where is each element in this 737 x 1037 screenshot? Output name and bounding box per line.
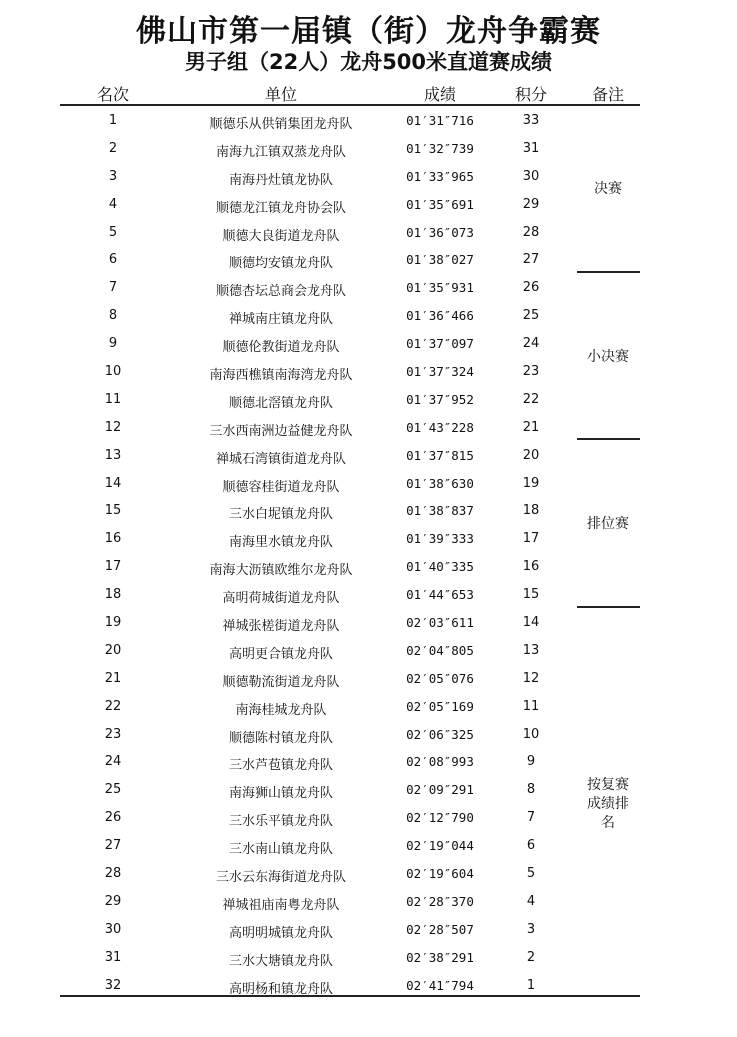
cell-unit: 南海九江镇双蒸龙舟队 bbox=[215, 144, 347, 160]
note-repechage bbox=[578, 776, 638, 833]
header-rank: 名次 bbox=[96, 85, 130, 104]
table-header bbox=[60, 78, 640, 106]
table-row bbox=[60, 163, 640, 191]
cell-time: 01′39″333 bbox=[406, 531, 474, 547]
cell-points: 22 bbox=[522, 391, 540, 407]
cell-points: 28 bbox=[522, 224, 540, 240]
cell-rank: 4 bbox=[108, 196, 118, 212]
cell-unit: 禅城祖庙南粤龙舟队 bbox=[222, 897, 340, 913]
cell-points: 30 bbox=[522, 168, 540, 184]
cell-unit: 顺德伦教街道龙舟队 bbox=[222, 340, 340, 356]
cell-time: 01′32″739 bbox=[406, 140, 474, 156]
cell-points: 4 bbox=[526, 893, 536, 909]
cell-time: 01′36″073 bbox=[406, 224, 474, 240]
cell-rank: 27 bbox=[104, 838, 122, 854]
table-row bbox=[60, 944, 640, 972]
cell-points: 26 bbox=[522, 280, 540, 296]
cell-rank: 14 bbox=[104, 475, 122, 491]
cell-unit: 顺德北滘镇龙舟队 bbox=[228, 395, 334, 411]
page-subtitle: 男子组（22人）龙舟500米直道赛成绩 bbox=[184, 50, 553, 74]
cell-rank: 6 bbox=[108, 252, 118, 268]
cell-points: 7 bbox=[526, 810, 536, 826]
cell-time: 02′05″169 bbox=[406, 698, 474, 714]
table-row bbox=[60, 776, 640, 804]
table-row bbox=[60, 581, 640, 609]
cell-unit: 高明明城镇龙舟队 bbox=[228, 925, 334, 941]
cell-unit: 南海西樵镇南海湾龙舟队 bbox=[209, 368, 353, 384]
cell-points: 14 bbox=[522, 615, 540, 631]
cell-time: 01′38″027 bbox=[406, 252, 474, 268]
table-row bbox=[60, 135, 640, 163]
cell-points: 31 bbox=[522, 140, 540, 156]
cell-unit: 南海里水镇龙舟队 bbox=[228, 535, 334, 551]
cell-time: 02′09″291 bbox=[406, 782, 474, 798]
note-final: 决赛 bbox=[594, 181, 622, 197]
cell-points: 11 bbox=[522, 698, 540, 714]
table-row bbox=[60, 107, 640, 135]
cell-points: 3 bbox=[526, 921, 536, 937]
note-repechage-line: 成绩排 bbox=[587, 796, 629, 812]
cell-rank: 5 bbox=[108, 224, 118, 240]
cell-rank: 23 bbox=[104, 726, 122, 742]
table-bottom-rule bbox=[60, 995, 640, 997]
note-repechage-line: 名 bbox=[601, 815, 615, 831]
cell-rank: 22 bbox=[104, 698, 122, 714]
cell-time: 01′37″952 bbox=[406, 391, 474, 407]
cell-rank: 11 bbox=[104, 391, 122, 407]
cell-time: 01′33″965 bbox=[406, 168, 474, 184]
cell-rank: 31 bbox=[104, 949, 122, 965]
cell-rank: 24 bbox=[104, 754, 122, 770]
cell-unit: 顺德龙江镇龙舟协会队 bbox=[215, 200, 347, 216]
cell-unit: 顺德大良街道龙舟队 bbox=[222, 228, 340, 244]
cell-points: 10 bbox=[522, 726, 540, 742]
cell-points: 17 bbox=[522, 531, 540, 547]
cell-time: 02′03″611 bbox=[406, 615, 474, 631]
cell-rank: 2 bbox=[108, 140, 118, 156]
cell-rank: 3 bbox=[108, 168, 118, 184]
cell-rank: 8 bbox=[108, 308, 118, 324]
table-row bbox=[60, 219, 640, 247]
table-row bbox=[60, 609, 640, 637]
cell-points: 25 bbox=[522, 308, 540, 324]
cell-points: 8 bbox=[526, 782, 536, 798]
cell-rank: 18 bbox=[104, 587, 122, 603]
cell-rank: 9 bbox=[108, 336, 118, 352]
cell-unit: 南海丹灶镇龙协队 bbox=[228, 172, 334, 188]
cell-rank: 10 bbox=[104, 364, 122, 380]
cell-time: 01′43″228 bbox=[406, 419, 474, 435]
table-row bbox=[60, 525, 640, 553]
cell-points: 21 bbox=[522, 419, 540, 435]
cell-unit: 顺德乐从供销集团龙舟队 bbox=[209, 117, 353, 132]
cell-rank: 25 bbox=[104, 782, 122, 798]
table-row bbox=[60, 246, 640, 274]
cell-unit: 禅城石湾镇街道龙舟队 bbox=[215, 451, 347, 467]
cell-time: 01′38″837 bbox=[406, 503, 474, 519]
cell-unit: 南海狮山镇龙舟队 bbox=[228, 786, 334, 802]
cell-time: 01′35″931 bbox=[406, 280, 474, 296]
table-row bbox=[60, 414, 640, 442]
table-row bbox=[60, 637, 640, 665]
cell-time: 01′40″335 bbox=[406, 559, 474, 575]
cell-unit: 高明荷城街道龙舟队 bbox=[222, 591, 340, 607]
cell-rank: 26 bbox=[104, 810, 122, 826]
cell-unit: 三水白坭镇龙舟队 bbox=[228, 507, 334, 523]
cell-time: 02′41″794 bbox=[406, 977, 474, 993]
table-row bbox=[60, 386, 640, 414]
table-row bbox=[60, 553, 640, 581]
cell-points: 5 bbox=[526, 866, 536, 882]
cell-time: 01′37″324 bbox=[406, 364, 474, 380]
cell-unit: 三水西南洲边益健龙舟队 bbox=[209, 423, 353, 439]
header-unit: 单位 bbox=[264, 85, 298, 104]
cell-unit: 三水芦苞镇龙舟队 bbox=[228, 758, 334, 774]
header-points: 积分 bbox=[514, 85, 548, 104]
table-row bbox=[60, 470, 640, 498]
table-row bbox=[60, 274, 640, 302]
cell-rank: 16 bbox=[104, 531, 122, 547]
cell-points: 19 bbox=[522, 475, 540, 491]
table-row bbox=[60, 804, 640, 832]
table-row bbox=[60, 330, 640, 358]
cell-unit: 禅城南庄镇龙舟队 bbox=[228, 312, 334, 328]
cell-unit: 顺德勒流街道龙舟队 bbox=[222, 674, 340, 690]
table-row bbox=[60, 721, 640, 749]
cell-points: 9 bbox=[526, 754, 536, 770]
table-row bbox=[60, 358, 640, 386]
cell-time: 02′04″805 bbox=[406, 642, 474, 658]
cell-points: 18 bbox=[522, 503, 540, 519]
cell-time: 01′44″653 bbox=[406, 587, 474, 603]
cell-unit: 南海大沥镇欧维尔龙舟队 bbox=[209, 563, 353, 579]
header-time: 成绩 bbox=[423, 85, 457, 104]
cell-rank: 15 bbox=[104, 503, 122, 519]
cell-rank: 13 bbox=[104, 447, 122, 463]
cell-points: 24 bbox=[522, 336, 540, 352]
cell-points: 13 bbox=[522, 642, 540, 658]
cell-unit: 南海桂城龙舟队 bbox=[235, 702, 327, 718]
cell-points: 23 bbox=[522, 364, 540, 380]
note-minor-final: 小决赛 bbox=[587, 349, 629, 365]
cell-points: 2 bbox=[526, 949, 536, 965]
table-row bbox=[60, 665, 640, 693]
table-row bbox=[60, 916, 640, 944]
results-table bbox=[60, 107, 640, 1000]
note-repechage-line: 按复赛 bbox=[587, 777, 629, 793]
cell-rank: 30 bbox=[104, 921, 122, 937]
cell-unit: 顺德陈村镇龙舟队 bbox=[228, 730, 334, 746]
cell-time: 02′08″993 bbox=[406, 754, 474, 770]
cell-points: 29 bbox=[522, 196, 540, 212]
cell-points: 20 bbox=[522, 447, 540, 463]
cell-time: 01′37″815 bbox=[406, 447, 474, 463]
group-divider bbox=[577, 271, 640, 273]
table-row bbox=[60, 860, 640, 888]
cell-time: 01′35″691 bbox=[406, 196, 474, 212]
cell-points: 1 bbox=[526, 977, 536, 993]
cell-time: 02′06″325 bbox=[406, 726, 474, 742]
page-title: 佛山市第一届镇（街）龙舟争霸赛 bbox=[136, 14, 601, 49]
cell-points: 15 bbox=[522, 587, 540, 603]
cell-rank: 17 bbox=[104, 559, 122, 575]
cell-rank: 7 bbox=[108, 280, 118, 296]
cell-time: 02′19″044 bbox=[406, 838, 474, 854]
cell-points: 27 bbox=[522, 252, 540, 268]
cell-points: 16 bbox=[522, 559, 540, 575]
cell-points: 33 bbox=[522, 113, 540, 128]
group-divider bbox=[577, 438, 640, 440]
cell-unit: 禅城张槎街道龙舟队 bbox=[222, 619, 340, 635]
cell-points: 6 bbox=[526, 838, 536, 854]
cell-time: 02′38″291 bbox=[406, 949, 474, 965]
cell-unit: 顺德容桂街道龙舟队 bbox=[222, 479, 340, 495]
cell-time: 02′28″507 bbox=[406, 921, 474, 937]
cell-points: 12 bbox=[522, 670, 540, 686]
table-row bbox=[60, 442, 640, 470]
cell-time: 01′37″097 bbox=[406, 336, 474, 352]
cell-time: 02′05″076 bbox=[406, 670, 474, 686]
cell-rank: 20 bbox=[104, 642, 122, 658]
cell-time: 02′12″790 bbox=[406, 810, 474, 826]
cell-time: 02′19″604 bbox=[406, 866, 474, 882]
cell-rank: 19 bbox=[104, 615, 122, 631]
cell-rank: 21 bbox=[104, 670, 122, 686]
cell-time: 02′28″370 bbox=[406, 893, 474, 909]
cell-unit: 高明更合镇龙舟队 bbox=[228, 646, 334, 662]
table-row bbox=[60, 888, 640, 916]
table-row bbox=[60, 748, 640, 776]
note-placement: 排位赛 bbox=[587, 516, 629, 532]
table-row bbox=[60, 832, 640, 860]
table-row bbox=[60, 191, 640, 219]
cell-rank: 29 bbox=[104, 893, 122, 909]
table-row bbox=[60, 302, 640, 330]
header-note: 备注 bbox=[591, 85, 625, 104]
cell-unit: 三水大塘镇龙舟队 bbox=[228, 953, 334, 969]
cell-unit: 三水云东海街道龙舟队 bbox=[215, 870, 347, 886]
cell-unit: 顺德均安镇龙舟队 bbox=[228, 256, 334, 272]
cell-rank: 32 bbox=[104, 977, 122, 993]
cell-unit: 三水乐平镇龙舟队 bbox=[228, 814, 334, 830]
cell-unit: 高明杨和镇龙舟队 bbox=[228, 981, 334, 997]
cell-unit: 顺德杏坛总商会龙舟队 bbox=[215, 284, 347, 300]
cell-rank: 1 bbox=[108, 113, 118, 128]
table-row bbox=[60, 497, 640, 525]
cell-time: 01′31″716 bbox=[406, 113, 474, 128]
cell-time: 01′38″630 bbox=[406, 475, 474, 491]
group-divider bbox=[577, 606, 640, 608]
cell-time: 01′36″466 bbox=[406, 308, 474, 324]
table-row bbox=[60, 693, 640, 721]
cell-unit: 三水南山镇龙舟队 bbox=[228, 842, 334, 858]
cell-rank: 12 bbox=[104, 419, 122, 435]
cell-rank: 28 bbox=[104, 866, 122, 882]
